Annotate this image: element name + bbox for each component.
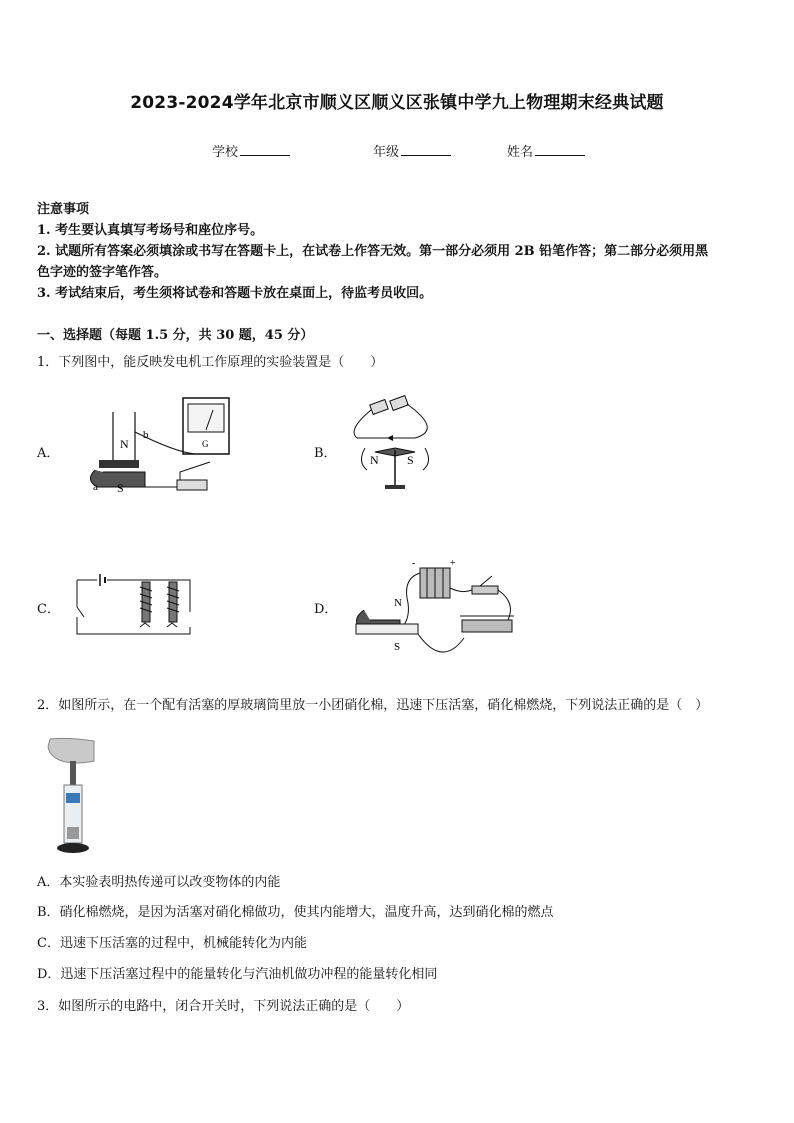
q1b-s-label: S <box>407 453 414 467</box>
notice-heading: 注意事项 <box>37 202 90 217</box>
q1d-s-label: S <box>394 641 401 653</box>
q1-figure-c <box>72 572 197 640</box>
notice-item-3: 3. 考试结束后，考生须将试卷和答题卡放在桌面上，待监考员收回。 <box>37 286 433 301</box>
q1-figure-b <box>345 390 445 495</box>
q1a-a-label: a <box>93 481 98 493</box>
grade-blank <box>401 143 451 156</box>
q2-choice-c: C．迅速下压活塞的过程中，机械能转化为内能 <box>37 936 307 951</box>
q2-choice-a: A．本实验表明热传递可以改变物体的内能 <box>37 875 281 890</box>
notice-item-2-cont: 色字迹的签字笔作答。 <box>37 265 168 280</box>
q1-figure-a <box>85 392 235 502</box>
q1a-n-label: N <box>120 437 129 451</box>
q1-option-b-label: B． <box>314 446 337 461</box>
q1a-b-label: b <box>143 429 149 441</box>
notice-item-1: 1. 考生要认真填写考场号和座位序号。 <box>37 223 264 238</box>
name-blank <box>535 143 585 156</box>
grade-field <box>373 141 451 160</box>
school-label: 学校 <box>212 145 239 160</box>
q1d-n-label: N <box>394 597 402 609</box>
q1-figure-d <box>352 558 527 660</box>
q1-stem: 1．下列图中，能反映发电机工作原理的实验装置是（ ） <box>37 355 384 370</box>
q1d-minus-label: - <box>412 558 416 569</box>
q1a-g-label: G <box>202 439 209 449</box>
q1-option-d-label: D． <box>314 602 338 617</box>
name-label: 姓名 <box>507 145 534 160</box>
q2-choice-d: D．迅速下压活塞过程中的能量转化与汽油机做功冲程的能量转化相同 <box>37 967 438 982</box>
q1d-plus-label: + <box>450 558 456 569</box>
section-heading: 一、选择题（每题 1.5 分，共 30 题，45 分） <box>37 328 314 343</box>
name-field <box>507 141 585 160</box>
q2-choice-b: B．硝化棉燃烧，是因为活塞对硝化棉做功，使其内能增大，温度升高，达到硝化棉的燃点 <box>37 905 554 920</box>
q2-piston-figure <box>42 735 102 857</box>
q2-stem: 2．如图所示，在一个配有活塞的厚玻璃筒里放一小团硝化棉，迅速下压活塞，硝化棉燃烧，下列说法正确的是（ ） <box>37 698 709 713</box>
q3-stem: 3．如图所示的电路中，闭合开关时，下列说法正确的是（ ） <box>37 999 410 1014</box>
q1-option-c-label: C． <box>37 602 60 617</box>
q1b-n-label: N <box>370 453 379 467</box>
school-blank <box>240 143 290 156</box>
page-title: 2023-2024学年北京市顺义区顺义区张镇中学九上物理期末经典试题 <box>130 93 664 113</box>
q1-option-a-label: A． <box>37 446 60 461</box>
school-field <box>212 141 290 160</box>
grade-label: 年级 <box>373 145 400 160</box>
notice-item-2: 2. 试题所有答案必须填涂或书写在答题卡上，在试卷上作答无效。第一部分必须用 2B 铅笔作答；第二部分必须用黑 <box>37 244 709 259</box>
q1a-s-label: S <box>117 481 124 495</box>
